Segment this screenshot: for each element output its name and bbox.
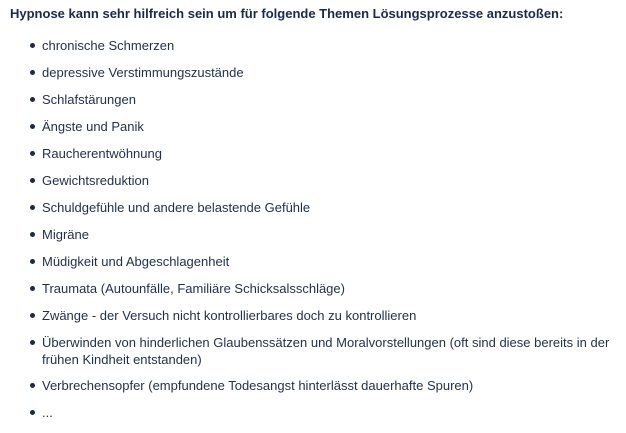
list-item-text: Zwänge - der Versuch nicht kontrollierbares doch zu kontrollieren [42, 308, 417, 323]
content-area [10, 5, 616, 431]
bullet-icon [30, 124, 35, 129]
list-item-text: chronische Schmerzen [42, 38, 175, 53]
bullet-icon [30, 43, 35, 48]
bullet-icon [30, 70, 35, 75]
list-item [10, 118, 616, 135]
list-item [10, 172, 616, 189]
list-item-text: Migräne [42, 227, 89, 242]
bullet-icon [30, 232, 35, 237]
list-item-text: Gewichtsreduktion [42, 173, 149, 188]
bullet-icon [30, 178, 35, 183]
list-item-text: Verbrechensopfer (empfundene Todesangst hinterlässt dauerhafte Spuren) [42, 378, 474, 393]
bullet-icon [30, 383, 35, 388]
list-item-text: Ängste und Panik [42, 119, 144, 134]
list-item [10, 404, 616, 421]
bullet-icon [30, 259, 35, 264]
list-item [10, 91, 616, 108]
list-item-text: Überwinden von hinderlichen Glaubenssätzen und Moralvorstellungen (oft sind diese bereits in der frühen Kindheit entstanden) [42, 335, 610, 367]
list-item [10, 226, 616, 243]
bullet-icon [30, 313, 35, 318]
topic-list [10, 37, 616, 421]
list-item-text: Raucherentwöhnung [42, 146, 162, 161]
list-item [10, 280, 616, 297]
list-item-text: Traumata (Autounfälle, Familiäre Schicksalsschläge) [42, 281, 345, 296]
list-item [10, 377, 616, 394]
list-item-text: depressive Verstimmungszustände [42, 65, 244, 80]
list-item [10, 199, 616, 216]
bullet-icon [30, 151, 35, 156]
list-item-text: ... [42, 405, 53, 420]
list-item [10, 334, 616, 368]
bullet-icon [30, 205, 35, 210]
bullet-icon [30, 340, 35, 345]
bullet-icon [30, 286, 35, 291]
list-item [10, 307, 616, 324]
list-item [10, 37, 616, 54]
list-item-text: Schlafstärungen [42, 92, 136, 107]
bullet-icon [30, 410, 35, 415]
bullet-icon [30, 97, 35, 102]
list-item [10, 145, 616, 162]
list-item-text: Müdigkeit und Abgeschlagenheit [42, 254, 230, 269]
list-item [10, 253, 616, 270]
intro-heading: Hypnose kann sehr hilfreich sein um für folgende Themen Lösungsprozesse anzustoßen: [10, 6, 564, 21]
list-item [10, 64, 616, 81]
list-item-text: Schuldgefühle und andere belastende Gefühle [42, 200, 311, 215]
